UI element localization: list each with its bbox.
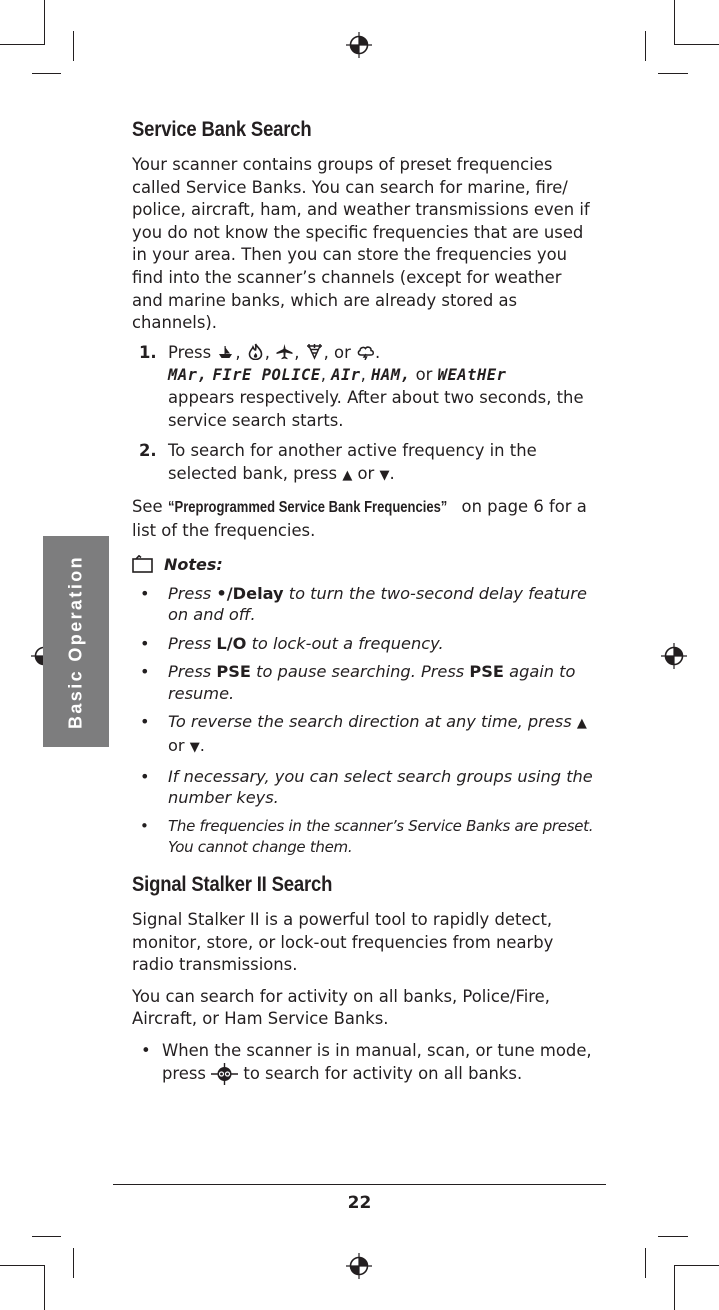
note-text: . — [199, 736, 205, 756]
display-text-weather: WEAtHEr — [437, 366, 507, 385]
crop-mark — [32, 73, 61, 74]
crop-mark — [658, 1236, 688, 1237]
note-text: The frequencies in the scanner’s Service Banks are preset. You cannot change them. — [168, 816, 594, 857]
section-heading-service-bank-search: Service Bank Search — [132, 118, 312, 141]
crop-mark — [73, 31, 74, 61]
note-text: to turn the two-second delay feature on and off. — [168, 583, 587, 625]
notes-heading — [132, 555, 594, 574]
step-text: or — [415, 365, 433, 385]
crop-mark — [674, 44, 719, 45]
step-2 — [132, 440, 594, 487]
down-arrow-icon: ▼ — [379, 467, 390, 483]
display-text-ham: HAM, — [371, 366, 411, 385]
crop-mark — [0, 1265, 45, 1266]
registration-mark-icon — [346, 1253, 372, 1279]
step-text: . — [375, 342, 381, 362]
bullet-text: to search for activity on all banks. — [243, 1063, 523, 1083]
signal-stalker-paragraph: Signal Stalker II is a powerful tool to rapidly detect, monitor, store, or lock-out frequencies from nearby radio transmissions. — [132, 910, 554, 975]
notepad-icon — [132, 555, 154, 573]
note-item: • Press PSE to pause searching. Press PSE again to resume. — [140, 662, 576, 703]
delay-key-label: •/Delay — [216, 583, 284, 603]
crop-mark — [645, 31, 646, 61]
crop-mark — [44, 0, 45, 44]
display-text-marine: MAr, — [168, 366, 208, 385]
section-heading-signal-stalker: Signal Stalker II Search — [132, 873, 333, 897]
down-arrow-icon: ▼ — [189, 740, 200, 756]
note-text: Press — [168, 583, 212, 603]
page-number: 22 — [347, 1193, 372, 1213]
ham-icon — [305, 343, 324, 360]
steps-list — [132, 342, 594, 488]
intro-paragraph: Your scanner contains groups of preset frequencies called Service Banks. You can search for marine, fire/ police, aircraft, ham, and weather transmissions even if you do not know the specific frequencies that are used in your area. Then you can store the frequencies you find into the scanner’s channels (except for weather and marine banks, which are already stored as channels). — [132, 155, 590, 333]
note-item: • If necessary, you can select search groups using the number keys. — [140, 766, 593, 808]
lockout-key-label: L/O — [216, 633, 247, 653]
note-text: to pause searching. Press — [256, 662, 465, 682]
step-number: 1. — [139, 342, 157, 362]
step-text: , — [320, 365, 326, 385]
crop-mark — [674, 1265, 719, 1266]
weather-icon — [356, 343, 375, 360]
pause-key-label: PSE — [469, 662, 504, 682]
crop-mark — [32, 1236, 61, 1237]
note-text: Press — [168, 633, 212, 653]
crop-mark — [658, 73, 688, 74]
aircraft-icon — [275, 343, 294, 360]
step-text: To search for another active frequency in the selected bank, press — [168, 441, 537, 483]
footer-divider — [113, 1184, 606, 1185]
signal-stalker-bullet: • When the scanner is in manual, scan, or tune mode, press to search for activity on all banks. — [141, 1041, 592, 1083]
note-text: If necessary, you can select search groups using the number keys. — [168, 766, 593, 808]
see-text: See — [132, 497, 163, 517]
section-side-tab — [43, 536, 109, 747]
note-text: Press — [168, 662, 212, 682]
notes-title: Notes: — [164, 554, 223, 574]
step-text: or — [334, 342, 351, 362]
note-text: To reverse the search direction at any time, press — [168, 712, 572, 732]
see-text: on page 6 for a list of the frequencies. — [132, 497, 587, 540]
fire-icon — [246, 343, 265, 360]
bullet-text: When the scanner is in manual, scan, or tune mode, press — [162, 1041, 592, 1083]
page-content — [132, 118, 594, 1085]
step-text: Press — [168, 342, 212, 362]
registration-mark-icon — [661, 643, 687, 669]
crop-mark — [0, 44, 45, 45]
crop-mark — [674, 0, 675, 44]
note-item: • To reverse the search direction at any time, press ▲ or ▼. — [140, 712, 587, 756]
step-1: 1. Press , , , , or . MAr, FIrE POLICE, AIr, HAM, or WEAtHEr appears respectively. After about two seconds, the service search starts. — [139, 342, 584, 430]
step-number: 2. — [139, 441, 157, 461]
side-tab-label: Basic Operation — [65, 554, 86, 729]
step-text: . — [389, 463, 395, 483]
marine-icon — [216, 343, 235, 360]
step-text: , — [360, 365, 366, 385]
step-text: or — [357, 463, 375, 483]
crop-mark — [674, 1266, 675, 1310]
note-item: • Press L/O to lock-out a frequency. — [140, 633, 444, 653]
registration-mark-icon — [346, 32, 372, 58]
crop-mark — [44, 1266, 45, 1310]
note-text: to lock-out a frequency. — [251, 633, 444, 653]
note-text: again to resume. — [168, 662, 576, 703]
up-arrow-icon: ▲ — [576, 716, 587, 732]
signal-stalker-list — [132, 1040, 594, 1085]
note-text: or — [168, 736, 185, 756]
note-item: • Press •/Delay to turn the two-second delay feature on and off. — [140, 583, 587, 625]
display-text-air: AIr — [331, 366, 361, 385]
pause-key-label: PSE — [216, 662, 251, 682]
up-arrow-icon: ▲ — [342, 467, 353, 483]
display-text-fire-police: FIrE POLICE — [212, 366, 321, 385]
see-reference-paragraph — [132, 496, 594, 542]
crop-mark — [73, 1248, 74, 1278]
note-item: • The frequencies in the scanner’s Service Banks are preset. You cannot change them. — [140, 816, 594, 857]
notes-list — [132, 583, 594, 860]
signal-stalker-banks-paragraph: You can search for activity on all banks, Police/Fire, Aircraft, or Ham Service Banks. — [132, 986, 550, 1029]
crop-mark — [645, 1248, 646, 1278]
signal-stalker-icon — [211, 1063, 238, 1085]
cross-reference-link[interactable]: “Preprogrammed Service Bank Frequencies” — [167, 499, 448, 517]
step-text: appears respectively. After about two seconds, the service search starts. — [168, 387, 584, 430]
